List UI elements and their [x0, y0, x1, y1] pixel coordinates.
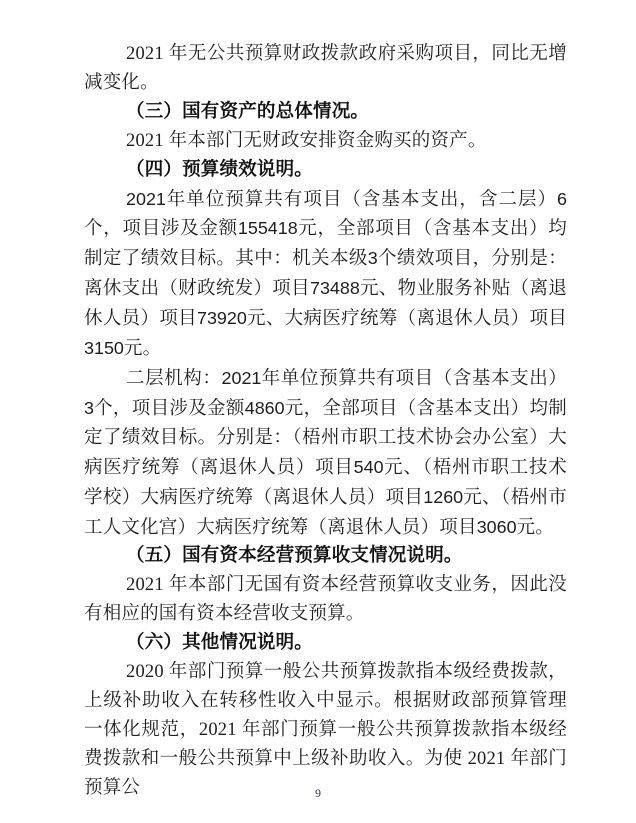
paragraph: 2020 年部门预算一般公共预算拨款指本级经费拨款，上级补助收入在转移性收入中显示。根据财政部预算管理一体化规范，2021 年部门预算一般公共预算拨款指本级经费拨款和一般公共预算中上级补助收入。为使 2021 年部门预算公 — [84, 662, 567, 798]
numeric-value: 1260 — [423, 486, 464, 507]
numeric-value: 2021 — [126, 130, 164, 151]
numeric-value: 540 — [353, 456, 384, 477]
numeric-value: 2021 — [126, 188, 166, 209]
section-heading: （四）预算绩效说明。 — [126, 159, 314, 180]
numeric-value: 73488 — [309, 278, 360, 299]
numeric-value: 3150 — [84, 338, 124, 359]
paragraph: 2021 年本部门无国有资本经营预算收支业务，因此没有相应的国有资本经营收支预算。 — [84, 575, 567, 625]
page-number: 9 — [315, 786, 321, 800]
numeric-value: 6 — [557, 188, 567, 209]
paragraph: 二层机构：2021年单位预算共有项目（含基本支出）3个，项目涉及金额4860元，全部项目（含基本支出）均制定了绩效目标。分别是：（梧州市职工技术协会办公室）大病医疗统筹（离退休人员）项目540元、（梧州市职工技术学校）大病医疗统筹（离退休人员）项目1260元、（梧州市工人文化宫）大病医疗统筹（离退休人员）项目3060元。 — [84, 367, 567, 538]
numeric-value: 3 — [84, 397, 94, 418]
numeric-value: 73920 — [196, 308, 247, 329]
numeric-value: 3 — [367, 248, 378, 269]
numeric-value: 3060 — [476, 516, 517, 537]
numeric-value: 155418 — [237, 218, 298, 239]
numeric-value: 4860 — [244, 397, 285, 418]
numeric-value: 2020 — [126, 662, 164, 683]
paragraph: 2021年单位预算共有项目（含基本支出，含二层）6个，项目涉及金额155418元，全部项目（含基本支出）均制定了绩效目标。其中：机关本级3个绩效项目，分别是：离休支出（财政统发）项目73488元、物业服务补贴（离退休人员）项目73920元、大病医疗统筹（离退休人员）项目3150元。 — [84, 188, 567, 360]
numeric-value: 2021 — [126, 44, 164, 64]
numeric-value: 2021 — [221, 367, 262, 388]
numeric-value: 2021 — [126, 575, 164, 596]
section-heading: （五）国有资本经营预算收支情况说明。 — [126, 546, 463, 567]
numeric-value: 2021 — [198, 719, 237, 740]
section-heading: （六）其他情况说明。 — [126, 633, 314, 654]
document-body — [84, 40, 567, 803]
paragraph: 2021 年本部门无财政安排资金购买的资产。 — [126, 130, 487, 151]
section-heading: （三）国有资产的总体情况。 — [126, 101, 370, 122]
numeric-value: 2021 — [467, 748, 506, 769]
paragraph: 2021 年无公共预算财政拨款政府采购项目，同比无增减变化。 — [84, 44, 567, 93]
